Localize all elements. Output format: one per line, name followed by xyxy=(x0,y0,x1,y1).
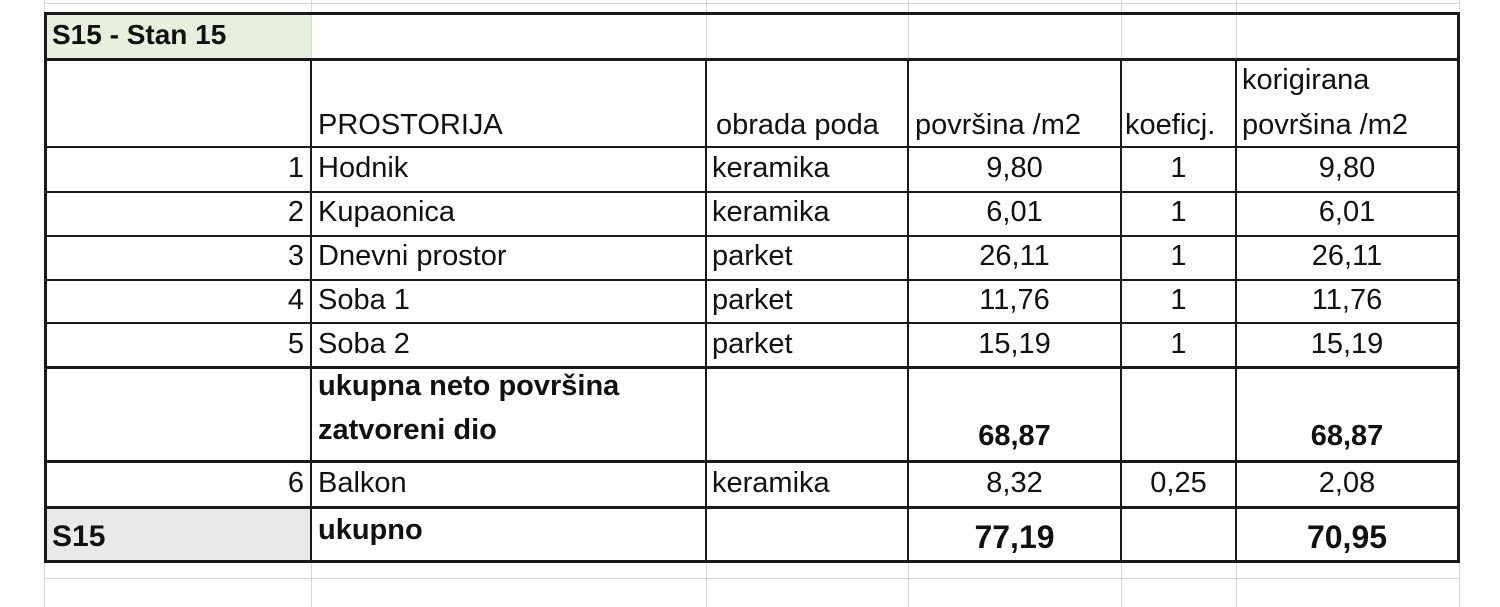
border-line xyxy=(310,58,312,563)
border-line xyxy=(44,506,1460,509)
corrected-area-value: 26,11 xyxy=(1311,240,1383,272)
border-line xyxy=(44,460,1460,463)
header-room: PROSTORIJA xyxy=(318,109,503,141)
corrected-area-value: 9,80 xyxy=(1318,152,1376,184)
border-line xyxy=(44,191,1460,193)
floor-type: keramika xyxy=(712,196,830,228)
border-line xyxy=(44,322,1460,324)
floor-type: parket xyxy=(712,284,793,316)
corrected-area-value: 15,19 xyxy=(1310,328,1384,360)
gridline xyxy=(44,3,1460,4)
row-number: 1 xyxy=(287,152,304,184)
total-code: S15 xyxy=(52,520,106,553)
border-line xyxy=(44,12,47,563)
subtotal-label-line1: ukupna neto površina xyxy=(318,370,620,402)
subtotal-area: 68,87 xyxy=(978,420,1051,452)
total-area: 77,19 xyxy=(974,519,1055,555)
border-line xyxy=(44,279,1460,281)
table-title: S15 - Stan 15 xyxy=(52,19,227,50)
room-name: Balkon xyxy=(318,467,407,499)
row-number: 5 xyxy=(287,328,304,360)
coef-value: 1 xyxy=(1170,328,1187,360)
subtotal-label-line2: zatvoreni dio xyxy=(318,414,497,446)
border-line xyxy=(1457,12,1460,563)
area-value: 6,01 xyxy=(986,196,1043,228)
row-number: 4 xyxy=(287,284,304,316)
border-line xyxy=(44,146,1460,148)
border-line xyxy=(705,58,707,563)
total-label: ukupno xyxy=(318,514,423,546)
gridline xyxy=(44,578,1460,579)
area-value: 8,32 xyxy=(986,467,1043,499)
corrected-area-value: 11,76 xyxy=(1311,284,1383,316)
room-name: Kupaonica xyxy=(318,196,456,228)
area-value: 15,19 xyxy=(978,328,1051,360)
header-corrected-line1: korigirana xyxy=(1242,64,1370,96)
floor-type: parket xyxy=(712,240,793,272)
coef-value: 0,25 xyxy=(1150,467,1207,499)
row-number: 2 xyxy=(287,196,304,228)
corrected-area-value: 2,08 xyxy=(1318,467,1376,499)
area-value: 9,80 xyxy=(986,152,1043,184)
coef-value: 1 xyxy=(1170,196,1187,228)
border-line xyxy=(44,12,1460,15)
border-line xyxy=(44,366,1460,369)
floor-type: parket xyxy=(712,328,793,360)
coef-value: 1 xyxy=(1170,240,1187,272)
header-floor: obrada poda xyxy=(716,109,879,141)
room-name: Dnevni prostor xyxy=(318,240,507,272)
total-corrected-area: 70,95 xyxy=(1306,519,1388,555)
header-corrected-line2: površina /m2 xyxy=(1242,109,1409,141)
area-value: 11,76 xyxy=(979,284,1050,316)
border-line xyxy=(44,235,1460,237)
coef-value: 1 xyxy=(1170,152,1187,184)
subtotal-corrected-area: 68,87 xyxy=(1310,420,1384,452)
header-coef: koeficj. xyxy=(1125,109,1216,141)
row-number: 3 xyxy=(287,240,304,272)
room-name: Hodnik xyxy=(318,152,409,184)
room-name: Soba 1 xyxy=(318,284,410,316)
corrected-area-value: 6,01 xyxy=(1318,196,1376,228)
floor-type: keramika xyxy=(712,467,830,499)
coef-value: 1 xyxy=(1170,284,1187,316)
row-number: 6 xyxy=(287,467,304,499)
header-area: površina /m2 xyxy=(915,109,1082,141)
border-line xyxy=(44,560,1460,563)
border-line xyxy=(44,58,1460,61)
area-value: 26,11 xyxy=(979,240,1050,272)
room-name: Soba 2 xyxy=(318,328,410,360)
floor-type: keramika xyxy=(712,152,830,184)
